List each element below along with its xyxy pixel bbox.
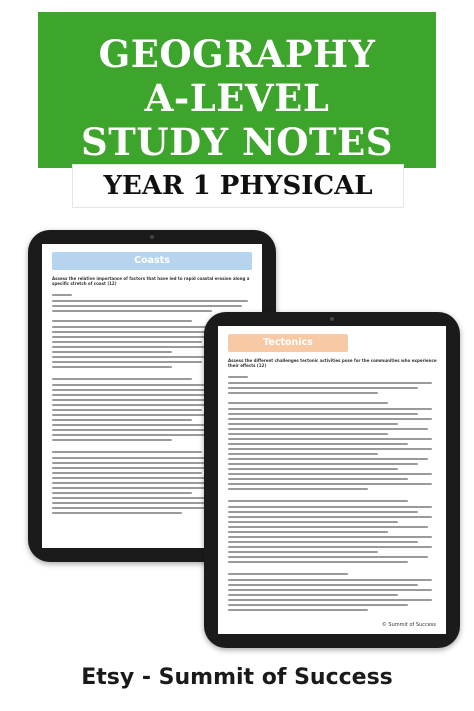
doc-line: [228, 546, 432, 548]
doc-line: [52, 294, 72, 296]
doc-line: [228, 531, 388, 533]
doc-line: [52, 409, 202, 411]
coasts-header: Coasts: [52, 252, 252, 270]
doc-line: [228, 521, 398, 523]
doc-line: [52, 341, 202, 343]
doc-line: [228, 488, 368, 490]
doc-line: [228, 382, 432, 384]
doc-line: [228, 438, 432, 440]
doc-line: [52, 439, 172, 441]
doc-line: [228, 376, 248, 378]
doc-line: [52, 502, 212, 504]
doc-line: [228, 468, 398, 470]
tectonics-question: Assess the different challenges tectonic activities pose for the communities who experience their effects (12): [228, 358, 437, 368]
camera-icon: [330, 317, 334, 321]
doc-line: [228, 387, 418, 389]
footer-text: Etsy - Summit of Success: [81, 665, 393, 690]
doc-line: [228, 413, 418, 415]
doc-line: [228, 443, 408, 445]
doc-line: [228, 551, 378, 553]
doc-line: [52, 320, 192, 322]
doc-line: [52, 451, 202, 453]
doc-line: [228, 418, 432, 420]
doc-line: [228, 506, 432, 508]
doc-line: [228, 408, 432, 410]
doc-line: [228, 541, 418, 543]
doc-line: [52, 462, 222, 464]
doc-line: [228, 589, 432, 591]
title-banner: [38, 12, 436, 168]
doc-line: [52, 512, 182, 514]
doc-line: [228, 556, 428, 558]
doc-line: [228, 473, 432, 475]
doc-line: [228, 463, 418, 465]
doc-line: [52, 366, 172, 368]
doc-line: [228, 573, 348, 575]
doc-line: [52, 492, 192, 494]
doc-line: [228, 584, 418, 586]
doc-line: [52, 399, 222, 401]
doc-line: [52, 361, 202, 363]
subtitle-box: [72, 164, 404, 208]
doc-line: [228, 599, 432, 601]
doc-line: [52, 310, 212, 312]
coasts-question: Assess the relative importance of factors that have led to rapid coastal erosion along a specific stretch of coast (12): [52, 276, 250, 286]
title-line-3: STUDY NOTES: [81, 120, 393, 164]
tablet-tectonics: [204, 312, 460, 648]
doc-line: [228, 458, 428, 460]
doc-line: [52, 419, 192, 421]
doc-line: [228, 561, 408, 563]
doc-line: [52, 351, 172, 353]
doc-line: [228, 453, 378, 455]
doc-line: [228, 604, 408, 606]
doc-line: [228, 609, 368, 611]
doc-line: [52, 378, 192, 380]
doc-line: [228, 478, 408, 480]
title-line-2: A-LEVEL: [144, 76, 330, 120]
doc-line: [228, 448, 432, 450]
doc-line: [52, 300, 248, 302]
doc-line: [228, 428, 428, 430]
copyright-text: © Summit of Success: [381, 622, 436, 628]
tectonics-header: Tectonics: [228, 334, 348, 352]
doc-line: [228, 402, 388, 404]
doc-line: [228, 516, 432, 518]
title-line-1: GEOGRAPHY: [98, 32, 376, 76]
doc-line: [228, 536, 432, 538]
doc-line: [52, 305, 242, 307]
doc-line: [228, 483, 432, 485]
subtitle: YEAR 1 PHYSICAL: [103, 171, 373, 201]
doc-line: [228, 579, 432, 581]
doc-line: [228, 392, 378, 394]
doc-line: [228, 500, 408, 502]
doc-line: [228, 511, 418, 513]
camera-icon: [150, 235, 154, 239]
tablet-tectonics-screen: [218, 326, 446, 634]
doc-line: [228, 594, 398, 596]
doc-line: [228, 423, 398, 425]
doc-line: [52, 482, 222, 484]
doc-line: [52, 429, 212, 431]
doc-line: [228, 526, 428, 528]
doc-line: [52, 472, 202, 474]
doc-line: [228, 433, 388, 435]
